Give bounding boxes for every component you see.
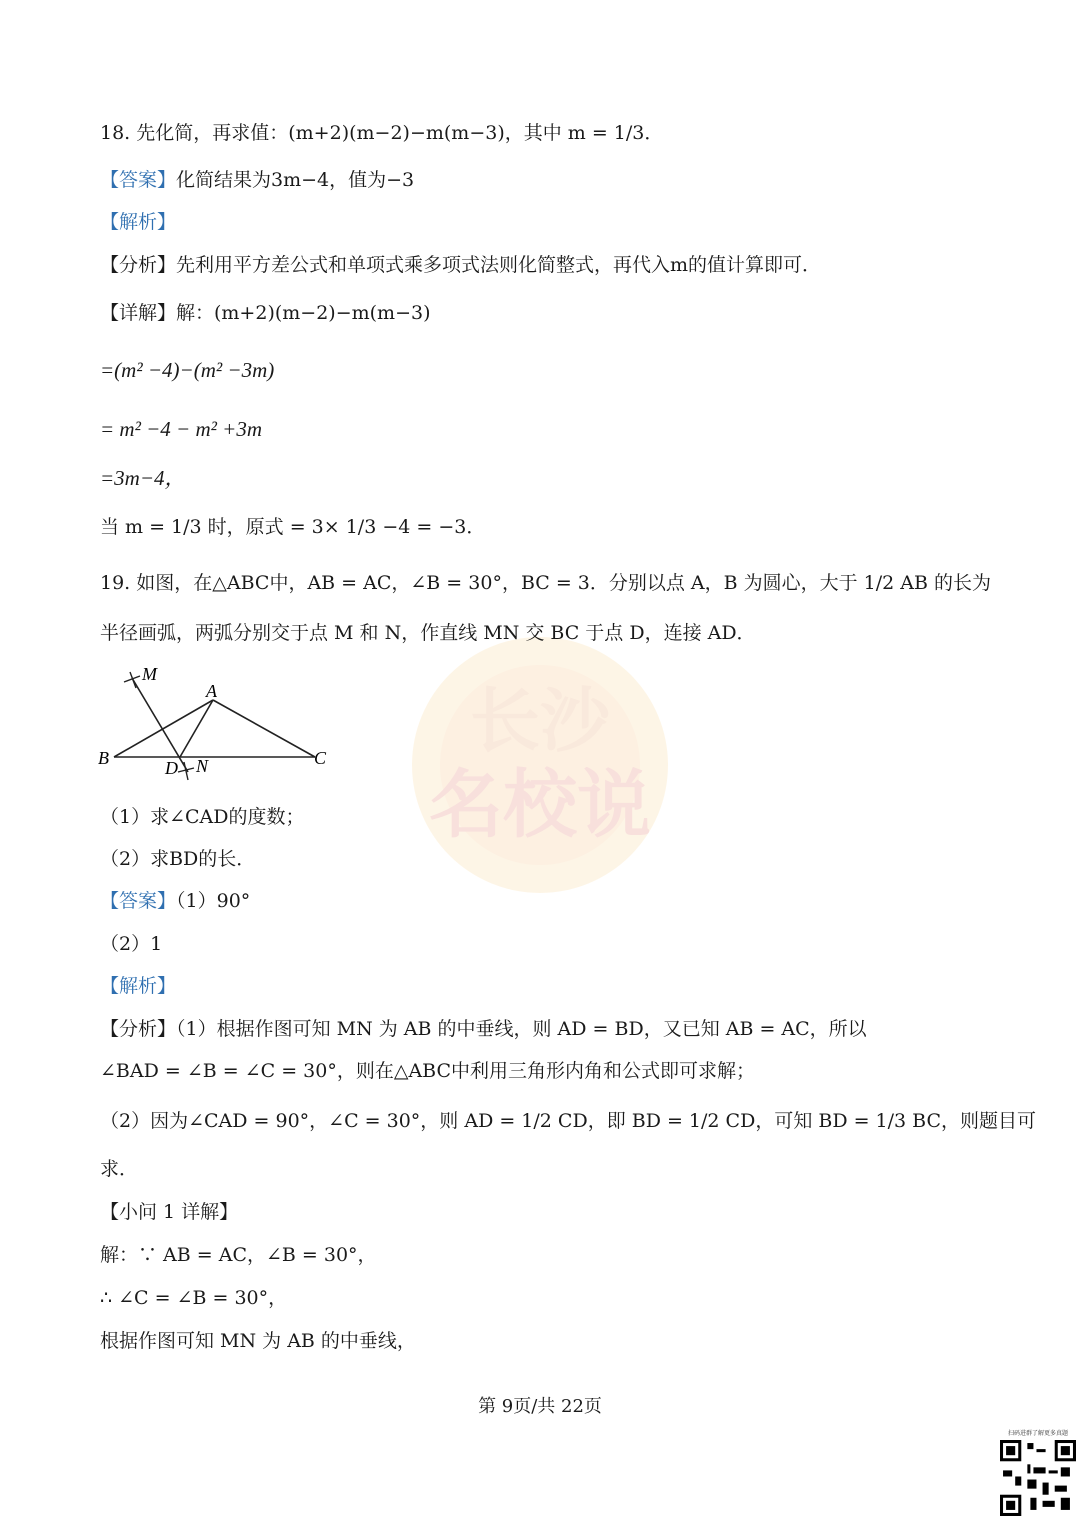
q19-detail2: ∴ ∠C = ∠B = 30°， (100, 1287, 288, 1309)
q18-step3: =3m−4， (100, 466, 186, 490)
q19-sub1: （1）求∠CAD的度数； (100, 806, 305, 828)
q18-step1: =(m² −4)−(m² −3m) (100, 358, 275, 382)
q19-fenxi-line4: 求． (100, 1158, 139, 1180)
page-footer: 第 9页/共 22页 (478, 1396, 602, 1417)
q19-detail3: 根据作图可知 MN 为 AB 的中垂线， (100, 1330, 416, 1352)
watermark-text-bottom: 名校说 (429, 762, 651, 848)
qr-code-icon[interactable] (1000, 1440, 1076, 1516)
q19-stem-line2: 半径画弧，两弧分别交于点 M 和 N，作直线 MN 交 BC 于点 D，连接 AD． (100, 622, 756, 644)
segment-ad (180, 700, 213, 757)
label-m: M (142, 664, 157, 684)
line-mn (132, 678, 188, 772)
q19-detail1: 解：∵ AB = AC，∠B = 30°， (100, 1244, 377, 1266)
label-n: N (196, 756, 209, 776)
triangle-figure (90, 660, 340, 790)
q19-fenxi-line1: 【分析】（1）根据作图可知 MN 为 AB 的中垂线，则 AD = BD，又已知 AB = AC，所以 (100, 1018, 867, 1040)
segment-ac (213, 700, 315, 757)
q18-detail: 【详解】解：(m+2)(m−2)−m(m−3) (100, 302, 431, 324)
watermark-logo (375, 630, 705, 900)
answer1: （1）90° (176, 890, 251, 912)
q18-step4: 当 m = 1/3 时，原式 = 3× 1/3 −4 = −3． (100, 516, 486, 538)
q18-step2: = m² −4 − m² +3m (100, 417, 263, 441)
q19-fenxi-line3: （2）因为∠CAD = 90°，∠C = 30°，则 AD = 1/2 CD，即 BD = 1/2 CD，可知 BD = 1/3 BC，则题目可 (100, 1110, 1037, 1132)
q18-analysis-tag: 【解析】 (100, 211, 177, 233)
q18-answer (100, 165, 414, 195)
qr-caption: 扫码进群了解更多真题 (1007, 1430, 1068, 1437)
label-b: B (98, 748, 109, 768)
q18-fenxi: 【分析】先利用平方差公式和单项式乘多项式法则化简整式，再代入m的值计算即可． (100, 254, 822, 276)
label-a: A (206, 681, 217, 701)
label-d: D (165, 758, 178, 778)
q19-fenxi-line2: ∠BAD = ∠B = ∠C = 30°，则在△ABC中利用三角形内角和公式即可求解； (100, 1060, 756, 1082)
answer-tag: 【答案】 (100, 169, 177, 191)
arc-mark-n (178, 762, 194, 780)
q18-stem: 18. 先化简，再求值：(m+2)(m−2)−m(m−3)，其中 m = 1/3． (100, 122, 664, 144)
answer-tag: 【答案】 (100, 890, 177, 912)
arc-mark-m (124, 672, 140, 688)
q19-analysis-tag: 【解析】 (100, 975, 177, 997)
q19-stem-line1: 19. 如图，在△ABC中，AB = AC，∠B = 30°，BC = 3．分别以点 A，B 为圆心，大于 1/2 AB 的长为 (100, 572, 992, 594)
answer-text: 化简结果为3m−4，值为−3 (176, 169, 415, 191)
watermark-text-top: 长沙 (470, 680, 610, 762)
q19-answer2: （2）1 (100, 933, 163, 955)
q19-sub1-detail-title: 【小问 1 详解】 (100, 1201, 239, 1223)
q19-sub2: （2）求BD的长． (100, 848, 256, 870)
q19-answer (100, 886, 250, 916)
segment-ab (114, 700, 213, 757)
label-c: C (314, 748, 327, 768)
